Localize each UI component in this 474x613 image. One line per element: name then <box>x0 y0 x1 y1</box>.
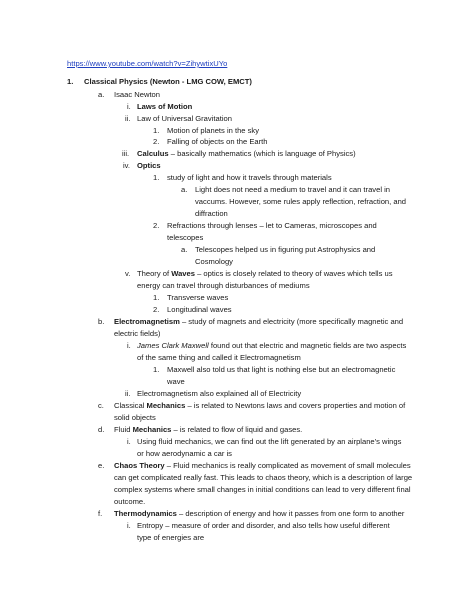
item-a-iii-marker: iii. <box>122 149 130 158</box>
item-c-line1: Classical Mechanics – is related to Newtons laws and covers properties and motion of <box>114 401 406 410</box>
item-b-i-line1: James Clark Maxwell found out that electric and magnetic fields are two aspects <box>137 341 407 350</box>
heading-number: 1. <box>67 77 74 86</box>
item-a-ii-1-marker: 1. <box>153 126 160 135</box>
item-a-iv-2-a-line1: Telescopes helped us in figuring put Astrophysics and <box>195 245 376 254</box>
item-a-marker: a. <box>98 90 105 99</box>
item-a-iv-2-a-marker: a. <box>181 245 188 254</box>
item-a-text: Isaac Newton <box>114 90 161 99</box>
item-e-line2: can get complicated really fast. This leads to chaos theory, which is a description of large <box>114 473 413 482</box>
item-d-marker: d. <box>98 425 105 434</box>
item-f-i-marker: i. <box>127 521 131 530</box>
item-a-i-text: Laws of Motion <box>137 102 193 111</box>
item-b-i-marker: i. <box>127 341 131 350</box>
item-a-v-marker: v. <box>125 269 131 278</box>
item-a-v-1-marker: 1. <box>153 293 160 302</box>
item-e-marker: e. <box>98 461 105 470</box>
item-f-i-line1: Entropy – measure of order and disorder, and also tells how useful different <box>137 521 390 530</box>
item-d-i-line1: Using fluid mechanics, we can find out the lift generated by an airplane's wings <box>137 437 402 446</box>
item-a-v-line2: energy can travel through disturbances of mediums <box>137 281 310 290</box>
item-a-iv-1-a-marker: a. <box>181 185 188 194</box>
item-a-iv-2-line2: telescopes <box>167 233 204 242</box>
item-a-iv-text: Optics <box>137 161 161 170</box>
item-e-line4: outcome. <box>114 497 146 506</box>
item-b-i-line2: of the same thing and called it Electromagnetism <box>137 353 301 362</box>
item-b-ii-text: Electromagnetism also explained all of Electricity <box>137 389 302 398</box>
item-b-line1: Electromagnetism – study of magnets and electricity (more specifically magnetic and <box>114 317 404 326</box>
item-d-i-line2: or how aerodynamic a car is <box>137 449 232 458</box>
item-a-iv-2-marker: 2. <box>153 221 160 230</box>
item-a-iv-1-a-line3: diffraction <box>195 209 228 218</box>
item-a-iv-2-line1: Refractions through lenses – let to Cameras, microscopes and <box>167 221 377 230</box>
item-a-ii-marker: ii. <box>125 114 131 123</box>
item-a-v-2-marker: 2. <box>153 305 160 314</box>
item-f-text: Thermodynamics – description of energy and how it passes from one form to another <box>114 509 405 518</box>
item-a-v-line1: Theory of Waves – optics is closely related to theory of waves which tells us <box>137 269 393 278</box>
heading-text: Classical Physics (Newton - LMG COW, EMCT) <box>84 77 252 86</box>
item-a-v-1-text: Transverse waves <box>167 293 229 302</box>
item-a-ii-text: Law of Universal Gravitation <box>137 114 232 123</box>
item-b-marker: b. <box>98 317 105 326</box>
item-a-iv-marker: iv. <box>123 161 131 170</box>
item-a-iv-1-a-line2: vaccums. However, some rules apply reflection, refraction, and <box>195 197 407 206</box>
item-b-ii-marker: ii. <box>125 389 131 398</box>
item-e-line1: Chaos Theory – Fluid mechanics is really complicated as movement of small molecules <box>114 461 411 470</box>
item-a-ii-2-marker: 2. <box>153 137 160 146</box>
item-d-text: Fluid Mechanics – is related to flow of liquid and gases. <box>114 425 303 434</box>
item-a-iv-1-text: study of light and how it travels through materials <box>167 173 332 182</box>
item-f-i-line2: type of energies are <box>137 533 205 542</box>
item-a-iv-1-marker: 1. <box>153 173 160 182</box>
item-a-ii-1-text: Motion of planets in the sky <box>167 126 260 135</box>
item-c-marker: c. <box>98 401 104 410</box>
item-a-iii-text: Calculus – basically mathematics (which is language of Physics) <box>137 149 356 158</box>
item-a-v-2-text: Longitudinal waves <box>167 305 232 314</box>
item-c-line2: solid objects <box>114 413 156 422</box>
item-a-ii-2-text: Falling of objects on the Earth <box>167 137 268 146</box>
item-a-i-marker: i. <box>127 102 131 111</box>
item-b-i-1-line2: wave <box>167 377 185 386</box>
item-d-i-marker: i. <box>127 437 131 446</box>
item-b-i-1-line1: Maxwell also told us that light is nothing else but an electromagnetic <box>167 365 396 374</box>
item-a-iv-2-a-line2: Cosmology <box>195 257 233 266</box>
item-b-line2: electric fields) <box>114 329 161 338</box>
youtube-link[interactable]: https://www.youtube.com/watch?v=ZihywtixUYo <box>67 59 228 68</box>
item-f-marker: f. <box>98 509 103 518</box>
item-b-i-1-marker: 1. <box>153 365 160 374</box>
item-e-line3: complex systems where small changes in initial conditions can lead to very different final <box>114 485 411 494</box>
item-a-iv-1-a-line1: Light does not need a medium to travel and it can travel in <box>195 185 391 194</box>
